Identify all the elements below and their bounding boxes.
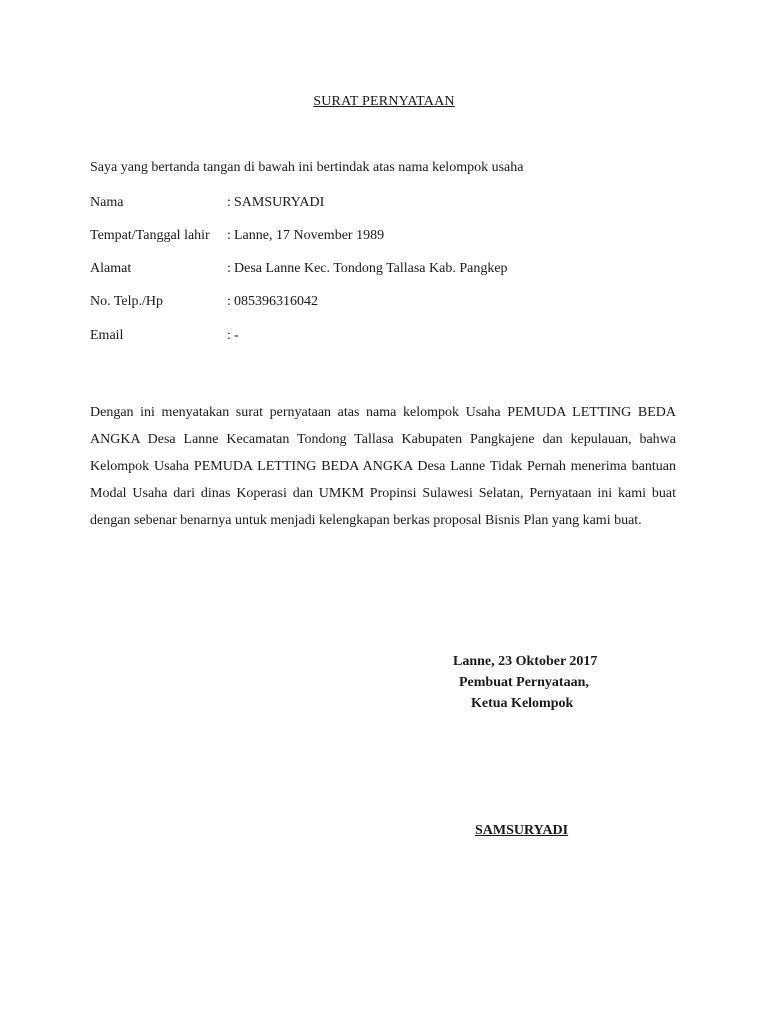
field-label: Nama: [90, 195, 124, 210]
field-nama: [90, 195, 324, 211]
field-separator: :: [227, 294, 231, 309]
field-separator: :: [227, 261, 231, 276]
signature-role-leader: Ketua Kelompok: [471, 696, 574, 711]
field-alamat: [90, 261, 508, 277]
field-value: SAMSURYADI: [234, 195, 325, 210]
field-value: 085396316042: [234, 294, 318, 309]
signature-role-maker: Pembuat Pernyataan,: [459, 675, 589, 690]
field-label: Email: [90, 328, 124, 343]
field-separator: :: [227, 228, 231, 243]
statement-body: Dengan ini menyatakan surat pernyataan atas nama kelompok Usaha PEMUDA LETTING BEDA ANGKA Desa Lanne Kecamatan Tondong Tallasa Kabupaten Pangkajene dan kepulauan, bahwa Kelompok Usaha PEMUDA LETTING BEDA ANGKA Desa Lanne Tidak Pernah menerima bantuan Modal Usaha dari dinas Koperasi dan UMKM Propinsi Sulawesi Selatan, Pernyataan ini kami buat dengan sebenar benarnya untuk menjadi kelengkapan berkas proposal Bisnis Plan yang kami buat.: [90, 405, 676, 528]
signature-name: SAMSURYADI: [475, 823, 569, 838]
field-value: Lanne, 17 November 1989: [234, 228, 385, 243]
intro-text: Saya yang bertanda tangan di bawah ini bertindak atas nama kelompok usaha: [90, 160, 524, 175]
field-email: [90, 328, 239, 344]
document-title: SURAT PERNYATAAN: [313, 94, 455, 109]
field-label: No. Telp./Hp: [90, 294, 164, 309]
field-separator: :: [227, 328, 231, 343]
field-label: Alamat: [90, 261, 132, 276]
field-separator: :: [227, 195, 231, 210]
field-tempat-tanggal-lahir: [90, 228, 384, 244]
field-value: -: [234, 328, 239, 343]
field-label: Tempat/Tanggal lahir: [90, 228, 210, 243]
field-telp: [90, 294, 318, 310]
signature-place-date: Lanne, 23 Oktober 2017: [453, 654, 598, 669]
field-value: Desa Lanne Kec. Tondong Tallasa Kab. Pangkep: [234, 261, 508, 276]
